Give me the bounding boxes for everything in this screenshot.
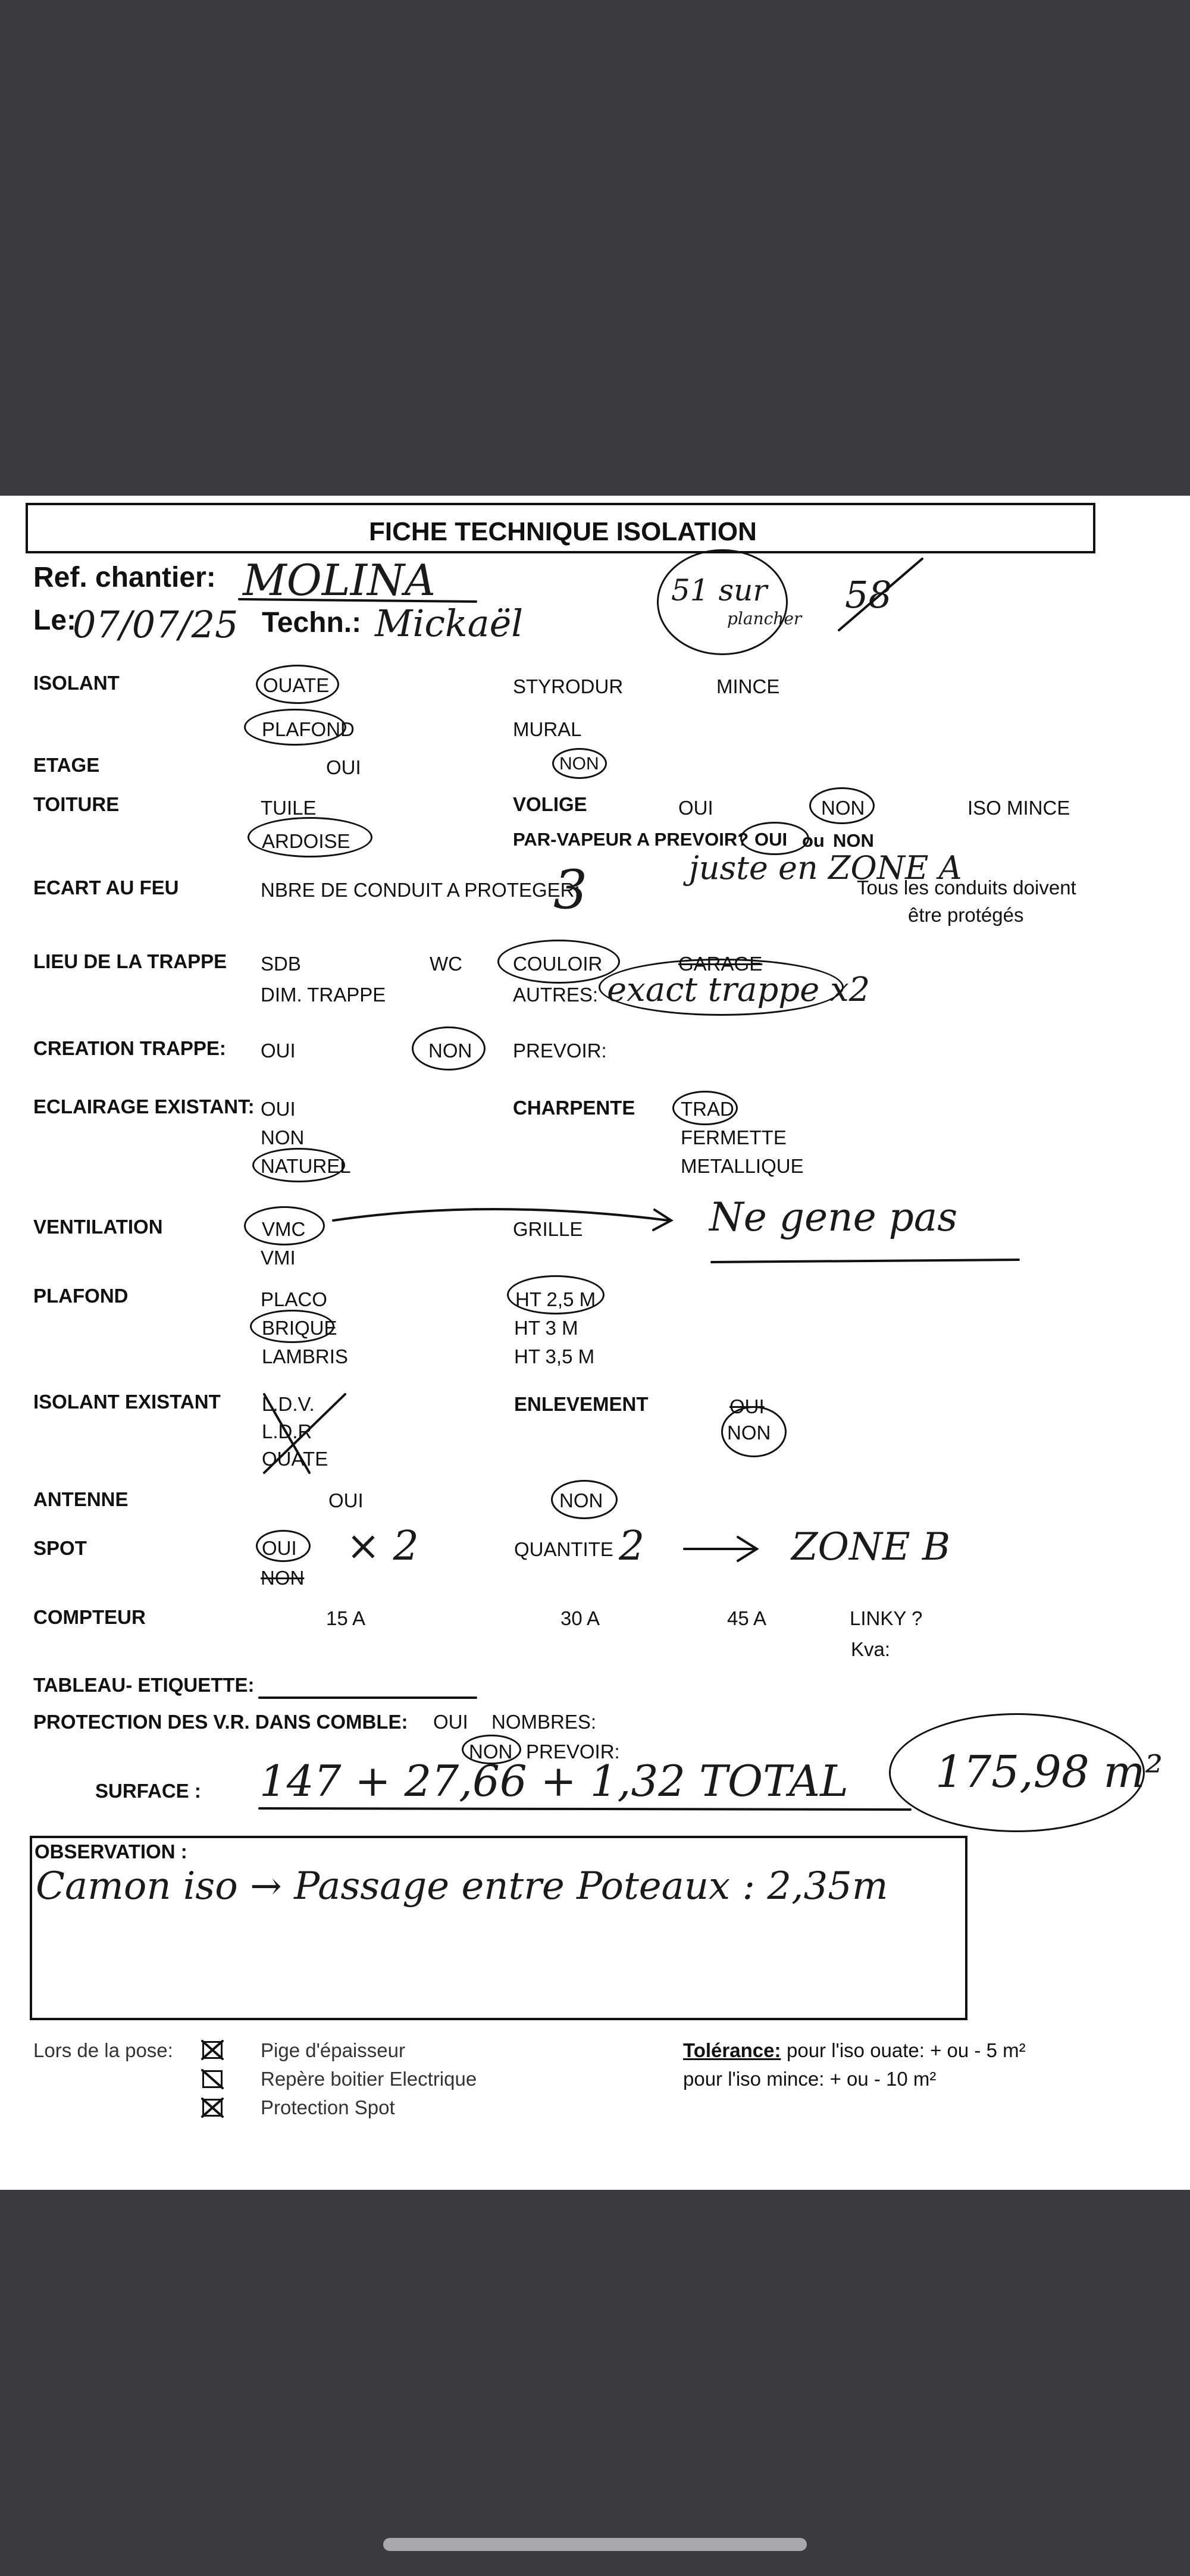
toiture-ardoise: ARDOISE [262, 830, 350, 852]
tech-label: Techn.: [262, 607, 362, 638]
spot-zone-note: ZONE B [791, 1525, 951, 1569]
pen-strokes [0, 496, 1190, 2190]
plafond-label: PLAFOND [33, 1285, 129, 1307]
par-vapeur-label: PAR-VAPEUR A PREVOIR? [513, 829, 749, 850]
antenne-label: ANTENNE [33, 1488, 129, 1510]
ecart-value: 3 [553, 859, 588, 921]
toiture-label: TOITURE [33, 793, 120, 815]
top-note-right: 58 [845, 573, 892, 616]
enlevement-oui: OUI [729, 1395, 765, 1417]
trappe-autres-value: exact trappe x2 [607, 971, 870, 1009]
toiture-iso-mince: ISO MINCE [967, 797, 1070, 819]
antenne-oui: OUI [328, 1489, 364, 1511]
trappe-autres: AUTRES: [513, 984, 599, 1006]
trappe-label: LIEU DE LA TRAPPE [33, 950, 227, 972]
etage-oui: OUI [326, 756, 361, 778]
observation-label: OBSERVATION : [35, 1841, 187, 1863]
date-value: 07/07/25 [73, 603, 239, 646]
ref-label: Ref. chantier: [33, 562, 216, 593]
check-cross-2a [202, 2070, 223, 2088]
spot-non: NON [261, 1567, 305, 1589]
spot-times: × 2 [346, 1523, 419, 1570]
compteur-kva: Kva: [851, 1638, 891, 1660]
ref-underline [239, 599, 476, 602]
tolerance-label: Tolérance: [683, 2039, 781, 2061]
toiture-volige: VOLIGE [513, 793, 587, 815]
trappe-sdb: SDB [261, 953, 301, 975]
pose-item-3: Protection Spot [261, 2096, 395, 2118]
ecart-label: ECART AU FEU [33, 877, 179, 899]
pose-item-2: Repère boitier Electrique [261, 2068, 477, 2090]
spot-oui: OUI [262, 1537, 297, 1559]
creation-label: CREATION TRAPPE: [33, 1037, 226, 1059]
top-note-line1: 51 sur [671, 573, 768, 608]
plafond-ht3: HT 3 M [514, 1317, 578, 1339]
eclairage-label: ECLAIRAGE EXISTANT: [33, 1095, 255, 1118]
top-note-line2: plancher [727, 609, 802, 628]
compteur-30a: 30 A [560, 1607, 600, 1629]
compteur-linky: LINKY ? [850, 1607, 923, 1629]
form-title: FICHE TECHNIQUE ISOLATION [369, 517, 757, 546]
charpente-label: CHARPENTE [513, 1097, 635, 1119]
isolant-label: ISOLANT [33, 672, 120, 694]
protection-prevoir: PREVOIR: [526, 1741, 620, 1763]
enlevement-non: NON [727, 1422, 771, 1444]
protection-label: PROTECTION DES V.R. DANS COMBLE: [33, 1711, 408, 1733]
isolant-existant-ldv: L.D.V. [262, 1393, 315, 1415]
trappe-couloir: COULOIR [513, 953, 603, 975]
surface-total: 175,98 m² [935, 1746, 1163, 1798]
ecart-conduits-line1: Tous les conduits doivent [857, 877, 1076, 899]
pose-label: Lors de la pose: [33, 2039, 173, 2061]
compteur-15a: 15 A [326, 1607, 366, 1629]
isolant-existant-ouate: OUATE [262, 1448, 328, 1470]
surface-label: SURFACE : [95, 1780, 201, 1802]
tolerance-line1: pour l'iso ouate: + ou - 5 m² [787, 2039, 1026, 2061]
ecart-nbre: NBRE DE CONDUIT A PROTEGER: [261, 879, 580, 901]
eclairage-oui: OUI [261, 1098, 296, 1120]
toiture-tuile: TUILE [261, 797, 317, 819]
antenne-non: NON [559, 1489, 603, 1511]
plafond-ht35: HT 3,5 M [514, 1345, 595, 1367]
plafond-lambris: LAMBRIS [262, 1345, 348, 1367]
charpente-fermette: FERMETTE [681, 1126, 787, 1148]
toiture-oui: OUI [678, 797, 713, 819]
tolerance-line2: pour l'iso mince: + ou - 10 m² [683, 2068, 937, 2090]
ventilation-note: Ne gene pas [709, 1194, 958, 1240]
date-label: Le: [33, 605, 76, 636]
compteur-45a: 45 A [727, 1607, 767, 1629]
tableau-label: TABLEAU- ETIQUETTE: [33, 1674, 255, 1696]
etage-non: NON [559, 754, 599, 774]
charpente-metallique: METALLIQUE [681, 1155, 804, 1177]
pose-item-1: Pige d'épaisseur [261, 2039, 405, 2061]
isolant-mince: MINCE [716, 675, 780, 697]
isolant-existant-label: ISOLANT EXISTANT [33, 1391, 221, 1413]
charpente-trad: TRAD [681, 1098, 734, 1120]
toiture-non: NON [821, 797, 865, 819]
isolant-existant-cross-1 [264, 1394, 309, 1473]
spot-quantite: QUANTITE [514, 1538, 613, 1560]
isolant-mural: MURAL [513, 718, 582, 740]
tech-value: Mickaël [375, 602, 524, 645]
observation-text: Camon iso → Passage entre Poteaux : 2,35m [36, 1864, 888, 1908]
compteur-label: COMPTEUR [33, 1606, 146, 1628]
isolant-ouate: OUATE [263, 674, 330, 696]
eclairage-naturel: NATUREL [261, 1155, 351, 1177]
isolant-styrodur: STYRODUR [513, 675, 624, 697]
protection-nombres: NOMBRES: [491, 1711, 597, 1733]
trappe-wc: WC [430, 953, 462, 975]
ventilation-arrow-line [333, 1209, 669, 1220]
enlevement-label: ENLEVEMENT [514, 1393, 649, 1415]
document-page [0, 496, 1190, 2190]
etage-label: ETAGE [33, 754, 100, 776]
protection-oui: OUI [433, 1711, 468, 1733]
creation-non: NON [428, 1040, 472, 1062]
trappe-garage: GARAGE [678, 953, 763, 975]
creation-oui: OUI [261, 1040, 296, 1062]
ventilation-vmi: VMI [261, 1247, 296, 1269]
ecart-conduits-line2: être protégés [908, 904, 1024, 926]
plafond-brique: BRIQUE [262, 1317, 337, 1339]
plafond-ht25: HT 2,5 M [515, 1288, 596, 1310]
par-vapeur-non: NON [833, 830, 874, 851]
spot-label: SPOT [33, 1537, 87, 1559]
ref-value: MOLINA [243, 555, 436, 605]
ventilation-note-underline [712, 1260, 1019, 1262]
spot-qty-value: 2 [619, 1523, 645, 1570]
surface-calc: 147 + 27,66 + 1,32 TOTAL [259, 1756, 848, 1806]
eclairage-non: NON [261, 1126, 305, 1148]
protection-non: NON [469, 1741, 513, 1763]
surface-strike [259, 1808, 910, 1810]
home-indicator[interactable] [383, 2538, 807, 2551]
ventilation-label: VENTILATION [33, 1216, 163, 1238]
isolant-existant-cross-2 [264, 1394, 345, 1473]
top-note-strike [839, 559, 922, 630]
ventilation-grille: GRILLE [513, 1218, 583, 1240]
par-vapeur-ou: ou [802, 830, 825, 851]
trappe-dim: DIM. TRAPPE [261, 984, 386, 1006]
par-vapeur-oui: OUI [754, 829, 788, 850]
ecart-note: juste en ZONE A [689, 849, 962, 887]
isolant-existant-ldr: L.D.R [262, 1420, 312, 1442]
isolant-plafond: PLAFOND [262, 718, 355, 740]
plafond-placo: PLACO [261, 1288, 327, 1310]
creation-prevoir: PREVOIR: [513, 1040, 607, 1062]
ventilation-vmc: VMC [262, 1218, 306, 1240]
